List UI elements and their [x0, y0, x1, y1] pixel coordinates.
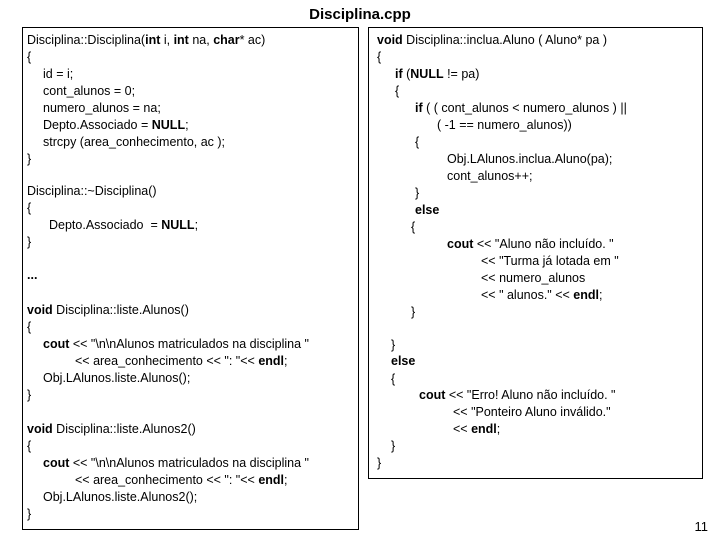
- left-code-line: cont_alunos = 0;: [43, 84, 136, 98]
- left-code-line: ...: [27, 268, 38, 282]
- left-code-line: Disciplina::Disciplina(int i, int na, char* ac): [27, 33, 266, 47]
- right-code-line: }: [411, 305, 416, 319]
- left-code-line: }: [27, 235, 32, 249]
- right-code-line: << numero_alunos: [481, 271, 586, 285]
- left-code-line: Obj.LAlunos.liste.Alunos();: [43, 371, 191, 385]
- right-code-line: cont_alunos++;: [447, 169, 533, 183]
- right-code-line: if ( ( cont_alunos < numero_alunos ) ||: [415, 101, 627, 115]
- left-code-line: << area_conhecimento << ": "<< endl;: [75, 354, 288, 368]
- left-code-line: void Disciplina::liste.Alunos(): [27, 303, 189, 317]
- right-code-line: else: [391, 354, 416, 368]
- left-code-line: void Disciplina::liste.Alunos2(): [27, 422, 196, 436]
- left-code-line: {: [27, 320, 32, 334]
- left-code-line: cout << "\n\nAlunos matriculados na disciplina ": [43, 337, 309, 351]
- left-code-line: }: [27, 152, 32, 166]
- right-code-line: << endl;: [453, 422, 501, 436]
- left-code-line: Depto.Associado = NULL;: [49, 218, 199, 232]
- right-code-line: }: [391, 439, 396, 453]
- right-code-line: cout << "Erro! Aluno não incluído. ": [419, 388, 616, 402]
- left-code-line: }: [27, 507, 32, 521]
- right-code-line: {: [411, 220, 416, 234]
- right-code-line: {: [395, 84, 400, 98]
- right-code-panel: [368, 27, 703, 479]
- right-code-line: Obj.LAlunos.inclua.Aluno(pa);: [447, 152, 613, 166]
- left-code-line: strcpy (area_conhecimento, ac );: [43, 135, 226, 149]
- left-code-line: {: [27, 201, 32, 215]
- right-code-line: ( -1 == numero_alunos)): [437, 118, 572, 132]
- left-code-line: {: [27, 439, 32, 453]
- right-code-line: {: [415, 135, 420, 149]
- slide-title: Disciplina.cpp: [309, 6, 411, 23]
- right-code-line: void Disciplina::inclua.Aluno ( Aluno* pa ): [377, 33, 607, 47]
- left-code-line: id = i;: [43, 67, 74, 81]
- right-code-line: }: [391, 338, 396, 352]
- right-code-line: {: [391, 372, 396, 386]
- left-code-line: Depto.Associado = NULL;: [43, 118, 189, 132]
- left-code-line: Disciplina::~Disciplina(): [27, 184, 157, 198]
- right-code-line: }: [415, 186, 420, 200]
- left-code-line: Obj.LAlunos.liste.Alunos2();: [43, 490, 198, 504]
- right-code-line: << "Ponteiro Aluno inválido.": [453, 405, 611, 419]
- right-code-line: cout << "Aluno não incluído. ": [447, 237, 614, 251]
- right-code-line: << "Turma já lotada em ": [481, 254, 619, 268]
- left-code-line: << area_conhecimento << ": "<< endl;: [75, 473, 288, 487]
- right-code-line: {: [377, 50, 382, 64]
- right-code-line: if (NULL != pa): [395, 67, 480, 81]
- page-number: 11: [694, 519, 708, 534]
- right-code-line: << " alunos." << endl;: [481, 288, 603, 302]
- right-code-line: else: [415, 203, 440, 217]
- left-code-panel: [22, 27, 359, 530]
- right-code-line: }: [377, 456, 382, 470]
- left-code-line: }: [27, 388, 32, 402]
- left-code-line: numero_alunos = na;: [43, 101, 161, 115]
- left-code-line: cout << "\n\nAlunos matriculados na disciplina ": [43, 456, 309, 470]
- left-code-line: {: [27, 50, 32, 64]
